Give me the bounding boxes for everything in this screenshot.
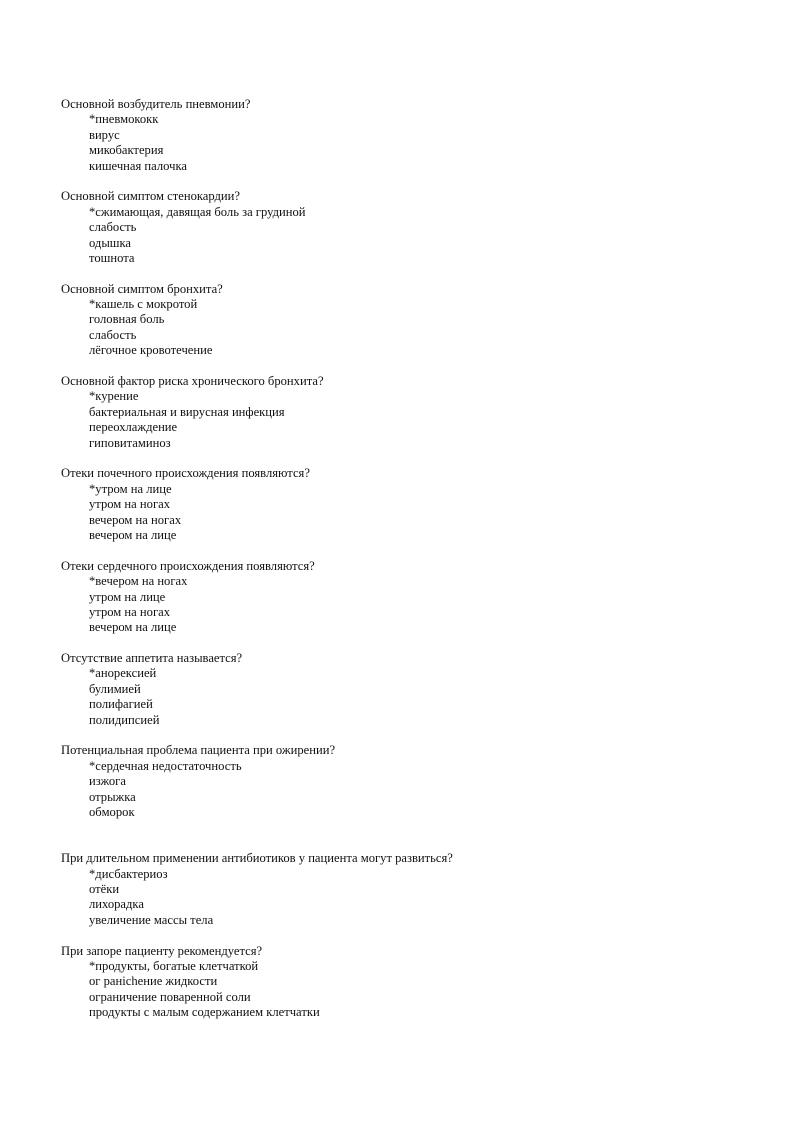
answer-option: обморок: [89, 804, 135, 819]
answer-option: бактериальная и вирусная инфекция: [89, 404, 285, 419]
answer-option: *сердечная недостаточность: [89, 758, 242, 773]
answer-option: *вечером на ногах: [89, 574, 188, 589]
answer-options: [61, 205, 761, 267]
answer-option: ограничение поваренной соли: [89, 989, 251, 1004]
answer-option: головная боль: [89, 312, 165, 327]
answer-option: слабость: [89, 220, 137, 235]
answer-option: утром на ногах: [89, 497, 170, 512]
answer-option: *дисбактериоз: [89, 866, 168, 881]
answer-option: вечером на ногах: [89, 512, 182, 527]
question-block: [61, 189, 761, 266]
answer-option: увеличение массы тела: [89, 912, 214, 927]
answer-option: вечером на лице: [89, 527, 177, 542]
answer-option: *сжимающая, давящая боль за грудиной: [89, 204, 306, 219]
answer-option: отёки: [89, 881, 120, 896]
answer-option: отрыжка: [89, 789, 136, 804]
answer-option: полифагией: [89, 697, 153, 712]
question-block: [61, 651, 761, 728]
answer-options: [61, 112, 761, 174]
answer-option: изжога: [89, 774, 126, 789]
question-block: [61, 374, 761, 451]
question-text: Основной возбудитель пневмонии?: [61, 97, 251, 111]
answer-option: слабость: [89, 327, 137, 342]
answer-option: лихорадка: [89, 897, 144, 912]
answer-option: *анорексией: [89, 666, 157, 681]
question-text: Потенциальная проблема пациента при ожирении?: [61, 743, 336, 758]
answer-option: утром на ногах: [89, 604, 170, 619]
question-block: [61, 944, 761, 1021]
answer-option: тошнота: [89, 250, 135, 265]
answer-options: [61, 482, 761, 544]
question-block: [61, 559, 761, 636]
answer-option: полидипсией: [89, 712, 160, 727]
answer-options: [61, 959, 761, 1021]
answer-option: *курение: [89, 389, 139, 404]
answer-option: микобактерия: [89, 143, 164, 158]
answer-option: булимией: [89, 681, 141, 696]
answer-options: [61, 574, 761, 636]
answer-option: *кашель с мокротой: [89, 297, 198, 312]
answer-options: [61, 867, 761, 929]
answer-options: [61, 389, 761, 451]
question-block: [61, 743, 761, 820]
answer-option: продукты с малым содержанием клетчатки: [89, 1005, 320, 1020]
answer-option: вирус: [89, 127, 120, 142]
question-text: Основной симптом стенокардии?: [61, 189, 240, 204]
question-text: Основной симптом бронхита?: [61, 281, 223, 296]
answer-options: [61, 759, 761, 821]
question-text: При длительном применении антибиотиков у пациента могут развиться?: [61, 851, 453, 866]
answer-option: гиповитаминоз: [89, 435, 171, 450]
question-text: При запоре пациенту рекомендуется?: [61, 943, 263, 958]
question-block: [61, 466, 761, 543]
answer-option: *продукты, богатые клетчаткой: [89, 958, 259, 973]
answer-option: вечером на лице: [89, 620, 177, 635]
answer-option: *утром на лице: [89, 481, 172, 496]
question-block: [61, 851, 761, 928]
answer-option: кишечная палочка: [89, 158, 187, 173]
question-text: Основной фактор риска хронического бронхита?: [61, 374, 324, 389]
question-block: [61, 282, 761, 359]
answer-options: [61, 666, 761, 728]
question-list: [61, 97, 761, 1036]
answer-option: ог ранichение жидкости: [89, 974, 218, 989]
question-text: Отеки почечного происхождения появляются?: [61, 466, 310, 481]
question-text: Отсутствие аппетита называется?: [61, 651, 243, 666]
answer-option: утром на лице: [89, 589, 166, 604]
question-text: Отеки сердечного происхождения появляются?: [61, 558, 315, 573]
answer-option: одышка: [89, 235, 132, 250]
answer-option: *пневмококк: [89, 112, 159, 127]
answer-option: лёгочное кровотечение: [89, 343, 213, 358]
answer-option: переохлаждение: [89, 420, 178, 435]
answer-options: [61, 297, 761, 359]
question-block: [61, 97, 761, 174]
